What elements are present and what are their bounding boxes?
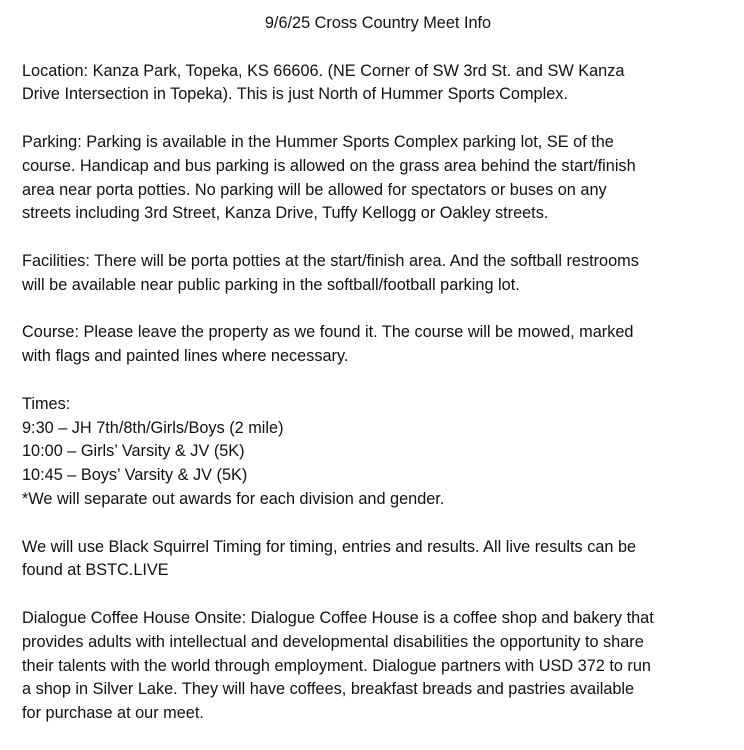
timing-paragraph bbox=[22, 536, 734, 584]
time-entry-girls-varsity: 10:00 – Girls’ Varsity & JV (5K) bbox=[22, 442, 245, 461]
awards-note: *We will separate out awards for each division and gender. bbox=[22, 489, 445, 508]
coffee-line: provides adults with intellectual and developmental disabilities the opportunity to share bbox=[22, 632, 644, 651]
document-title: 9/6/25 Cross Country Meet Info bbox=[264, 14, 492, 32]
parking-line: area near porta potties. No parking will be allowed for spectators or buses on any bbox=[22, 180, 607, 199]
parking-line: course. Handicap and bus parking is allowed on the grass area behind the start/finish bbox=[22, 156, 636, 175]
course-paragraph bbox=[22, 321, 734, 369]
location-paragraph bbox=[22, 60, 734, 108]
facilities-line: will be available near public parking in the softball/football parking lot. bbox=[22, 275, 520, 294]
times-section bbox=[22, 393, 734, 512]
location-line: Drive Intersection in Topeka). This is just North of Hummer Sports Complex. bbox=[22, 85, 568, 104]
time-entry-jh: 9:30 – JH 7th/8th/Girls/Boys (2 mile) bbox=[22, 418, 284, 437]
coffee-line: a shop in Silver Lake. They will have coffees, breakfast breads and pastries available bbox=[22, 680, 635, 699]
coffee-line: their talents with the world through employment. Dialogue partners with USD 372 to run bbox=[22, 656, 651, 675]
time-entry-boys-varsity: 10:45 – Boys’ Varsity & JV (5K) bbox=[22, 466, 248, 485]
facilities-paragraph bbox=[22, 250, 734, 298]
parking-paragraph bbox=[22, 131, 734, 226]
coffee-line: Dialogue Coffee House Onsite: Dialogue Coffee House is a coffee shop and bakery that bbox=[22, 608, 654, 627]
document bbox=[22, 12, 734, 750]
course-line: Course: Please leave the property as we found it. The course will be mowed, marked bbox=[22, 323, 634, 342]
timing-line: found at BSTC.LIVE bbox=[22, 561, 169, 580]
facilities-line: Facilities: There will be porta potties at the start/finish area. And the softball restrooms bbox=[22, 251, 639, 270]
timing-line: We will use Black Squirrel Timing for timing, entries and results. All live results can be bbox=[22, 537, 637, 556]
times-heading: Times: bbox=[22, 394, 71, 413]
course-line: with flags and painted lines where necessary. bbox=[22, 347, 349, 366]
parking-line: streets including 3rd Street, Kanza Drive, Tuffy Kellogg or Oakley streets. bbox=[22, 204, 549, 223]
parking-line: Parking: Parking is available in the Hummer Sports Complex parking lot, SE of the bbox=[22, 132, 614, 151]
location-line: Location: Kanza Park, Topeka, KS 66606. (NE Corner of SW 3rd St. and SW Kanza bbox=[22, 61, 625, 80]
coffee-line: for purchase at our meet. bbox=[22, 704, 204, 723]
coffee-paragraph bbox=[22, 607, 734, 726]
